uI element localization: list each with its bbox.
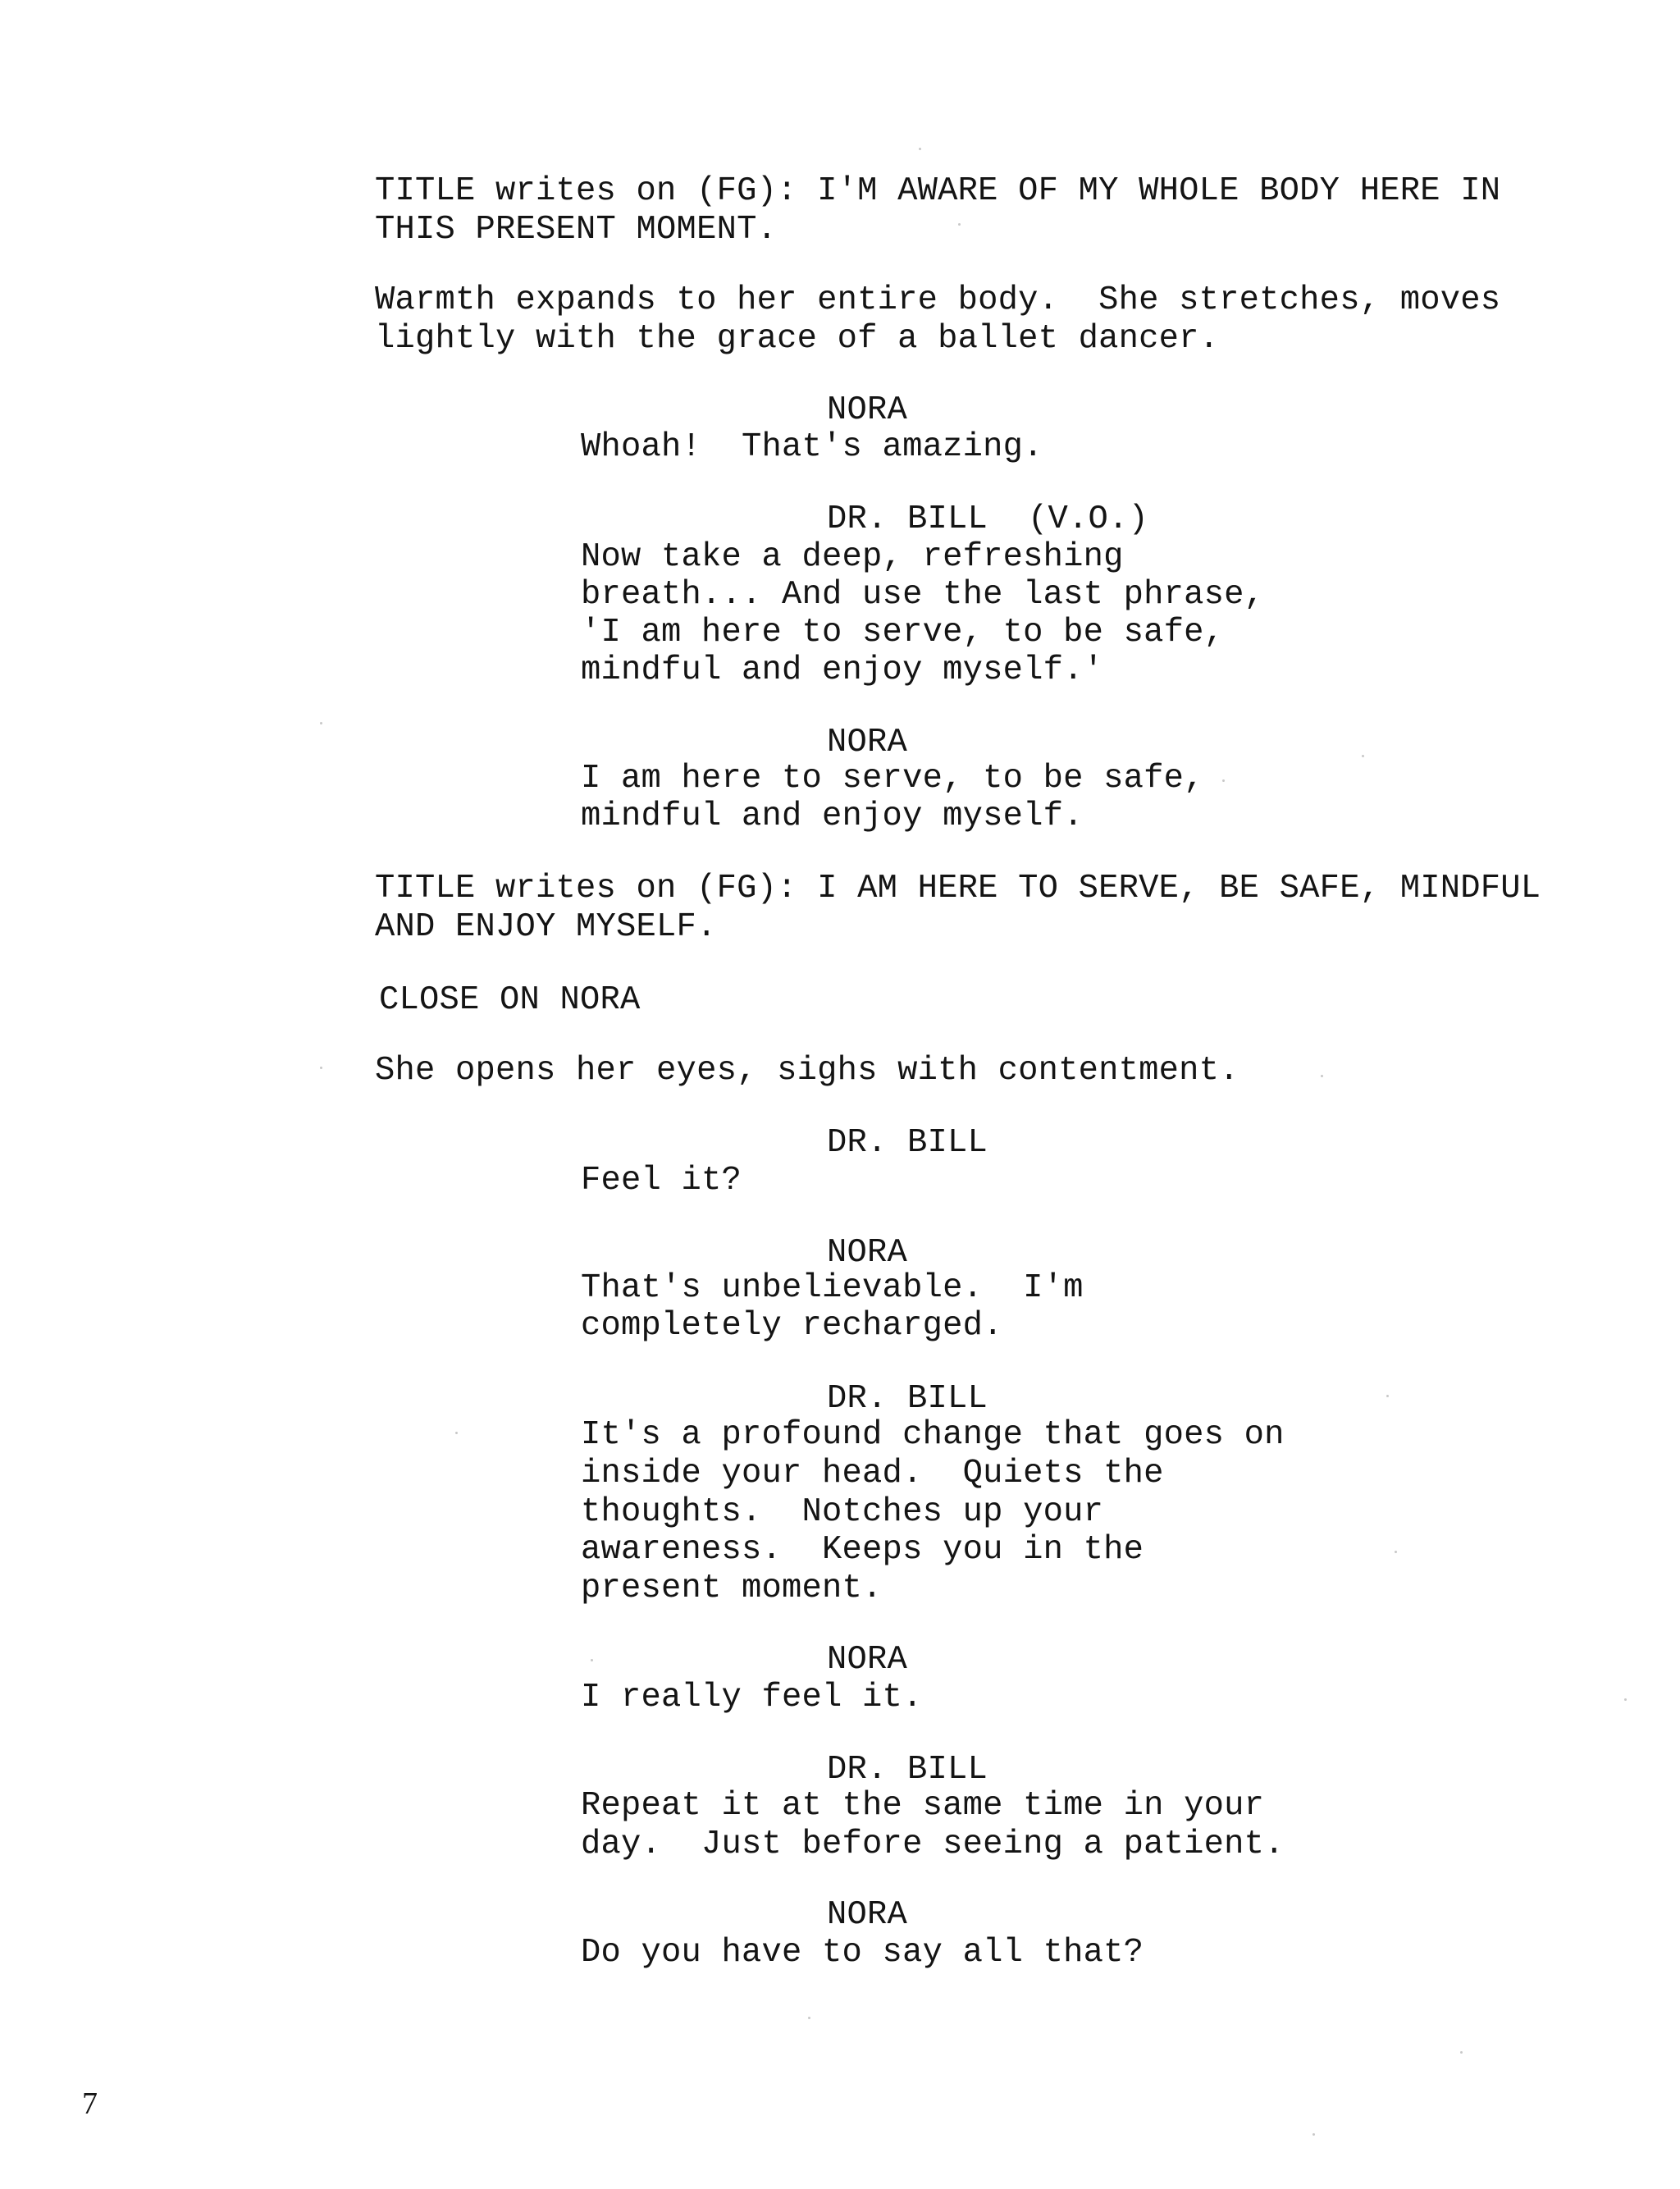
action-line: THIS PRESENT MOMENT. [375, 211, 778, 249]
dialogue-line: That's unbelievable. I'm [581, 1269, 1084, 1307]
dialogue-line: I really feel it. [581, 1679, 923, 1716]
scan-speck [1624, 1698, 1627, 1701]
character-cue: NORA [827, 1896, 908, 1934]
scan-speck [958, 223, 961, 226]
dialogue-line: Repeat it at the same time in your [581, 1787, 1265, 1825]
scan-speck [1395, 1551, 1397, 1553]
scan-speck [1460, 2051, 1463, 2054]
character-cue: DR. BILL [827, 1380, 988, 1418]
action-line: TITLE writes on (FG): I'M AWARE OF MY WHOLE BODY HERE IN [375, 172, 1501, 210]
action-line: She opens her eyes, sighs with contentment. [375, 1052, 1239, 1090]
action-line: Warmth expands to her entire body. She stretches, moves [375, 281, 1501, 319]
dialogue-line: Whoah! That's amazing. [581, 428, 1043, 466]
dialogue-line: breath... And use the last phrase, [581, 576, 1265, 614]
scan-speck [591, 1659, 593, 1661]
action-line: lightly with the grace of a ballet dancer. [375, 320, 1220, 358]
dialogue-line: thoughts. Notches up your [581, 1493, 1104, 1531]
character-cue: NORA [827, 1641, 908, 1679]
dialogue-line: awareness. Keeps you in the [581, 1531, 1144, 1569]
scan-speck [320, 1067, 322, 1069]
character-cue: DR. BILL [827, 1124, 988, 1162]
dialogue-line: mindful and enjoy myself. [581, 797, 1084, 835]
dialogue-line: inside your head. Quiets the [581, 1455, 1164, 1492]
character-cue: NORA [827, 1234, 908, 1272]
scan-speck [919, 148, 921, 150]
character-cue: DR. BILL (V.O.) [827, 500, 1149, 538]
scan-speck [455, 1432, 458, 1434]
dialogue-line: Do you have to say all that? [581, 1934, 1144, 1972]
scan-speck [808, 2017, 810, 2019]
character-cue: NORA [827, 724, 908, 761]
scan-speck [1362, 755, 1364, 757]
character-cue: DR. BILL [827, 1751, 988, 1789]
scan-speck [1312, 2133, 1315, 2136]
shot-heading: CLOSE ON NORA [379, 981, 641, 1019]
scan-speck [1386, 1395, 1389, 1397]
page-number: 7 [82, 2086, 98, 2121]
action-line: AND ENJOY MYSELF. [375, 908, 717, 946]
scan-speck [1222, 779, 1225, 782]
dialogue-line: mindful and enjoy myself.' [581, 651, 1104, 689]
scan-speck [1321, 1075, 1323, 1077]
dialogue-line: Feel it? [581, 1162, 742, 1200]
dialogue-line: It's a profound change that goes on [581, 1416, 1285, 1454]
dialogue-line: completely recharged. [581, 1307, 1003, 1345]
dialogue-line: present moment. [581, 1570, 883, 1607]
dialogue-line: 'I am here to serve, to be safe, [581, 614, 1225, 651]
action-line: TITLE writes on (FG): I AM HERE TO SERVE, BE SAFE, MINDFUL [375, 870, 1541, 907]
scan-speck [320, 722, 322, 724]
dialogue-line: I am here to serve, to be safe, [581, 760, 1204, 797]
character-cue: NORA [827, 391, 908, 429]
dialogue-line: Now take a deep, refreshing [581, 538, 1124, 576]
dialogue-line: day. Just before seeing a patient. [581, 1826, 1285, 1863]
